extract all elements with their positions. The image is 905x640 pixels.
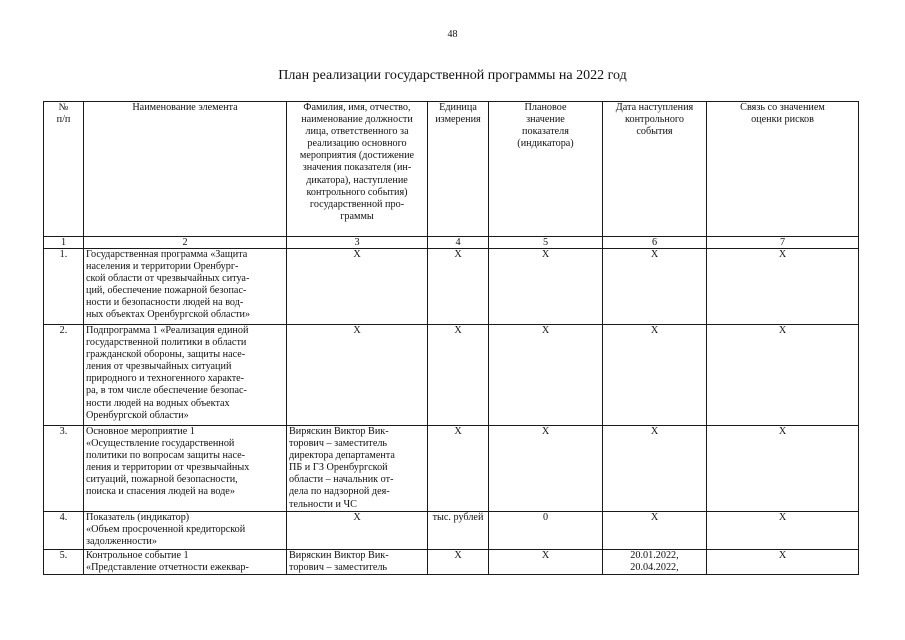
cell-line: п/п (56, 114, 71, 126)
element-name (84, 249, 287, 325)
column-index: 3 (287, 237, 428, 249)
cell-line: ситуаций, пожарной безопасности, (86, 474, 238, 486)
header-num (44, 102, 84, 237)
cell-line: значения показателя (ин- (302, 162, 412, 174)
column-index-row (44, 237, 859, 249)
row-number: 2. (44, 325, 84, 426)
planned-value: Х (489, 325, 603, 426)
cell-line: Контрольное событие 1 (86, 550, 189, 561)
cell-line: наименование должности (301, 114, 413, 126)
cell-line: гражданской обороны, защиты насе- (86, 349, 246, 361)
cell-line: ности и безопасности людей на вод- (86, 297, 244, 309)
cell-line: Х (353, 512, 361, 523)
cell-line: мероприятия (достижение (299, 150, 415, 162)
header-responsible (287, 102, 428, 237)
column-index: 4 (428, 237, 489, 249)
row-number: 5. (44, 550, 84, 575)
cell-line: дела по надзорной дея- (289, 486, 390, 498)
cell-line: граммы (340, 210, 374, 222)
event-date (603, 550, 707, 575)
event-date (603, 426, 707, 512)
risk-link: Х (707, 512, 859, 550)
unit: Х (428, 325, 489, 426)
header-risk-link (707, 102, 859, 237)
element-name (84, 512, 287, 550)
cell-line: лица, ответственного за (305, 126, 409, 138)
cell-line: ных объектах Оренбургской области» (86, 309, 251, 321)
cell-line: населения и территории Оренбург- (86, 261, 239, 273)
cell-line: значение (526, 114, 565, 126)
cell-line: Фамилия, имя, отчество, (303, 102, 411, 113)
cell-line: торович – заместитель (289, 438, 388, 450)
table-row (44, 325, 859, 426)
responsible-person (287, 550, 428, 575)
cell-line: Плановое (524, 102, 567, 113)
cell-line: измерения (435, 114, 481, 126)
cell-line: торович – заместитель (289, 562, 388, 574)
cell-line: ской области от чрезвычайных ситуа- (86, 273, 250, 285)
risk-link: Х (707, 550, 859, 575)
header-row (44, 102, 859, 237)
column-index: 1 (44, 237, 84, 249)
risk-link: Х (707, 426, 859, 512)
cell-line: Подпрограмма 1 «Реализация единой (86, 325, 249, 336)
cell-line: ПБ и ГЗ Оренбургской (289, 462, 388, 474)
cell-line: «Осуществление государственной (86, 438, 235, 450)
column-index: 6 (603, 237, 707, 249)
cell-line: 20.01.2022, (630, 550, 679, 561)
cell-line: Х (650, 249, 659, 260)
header-element-name (84, 102, 287, 237)
cell-line: природного и техногенного характе- (86, 373, 245, 385)
column-index: 2 (84, 237, 287, 249)
document-title: План реализации государственной программы на 2022 год (278, 68, 627, 83)
header-planned-value (489, 102, 603, 237)
unit: тыс. рублей (428, 512, 489, 550)
cell-line: тельности и ЧС (289, 498, 357, 510)
cell-line: ления и территории от чрезвычайных (86, 462, 250, 474)
row-number: 3. (44, 426, 84, 512)
cell-line: контрольного (625, 114, 684, 126)
cell-line: № (58, 102, 69, 113)
cell-line: поиска и спасения людей на воде» (86, 486, 235, 498)
unit: Х (428, 426, 489, 512)
plan-table (43, 101, 859, 575)
element-name (84, 325, 287, 426)
table-row (44, 426, 859, 512)
cell-line: государственной про- (309, 198, 405, 210)
risk-link: Х (707, 249, 859, 325)
planned-value: 0 (489, 512, 603, 550)
cell-line: Наименование элемента (132, 102, 238, 113)
cell-line: оценки рисков (751, 114, 814, 126)
cell-line: Х (353, 249, 361, 260)
element-name (84, 426, 287, 512)
page-number: 48 (447, 29, 458, 40)
cell-line: Показатель (индикатор) (86, 512, 190, 523)
cell-line: ности людей на водных объектах (86, 397, 230, 409)
event-date (603, 325, 707, 426)
responsible-person (287, 512, 428, 550)
header-unit (428, 102, 489, 237)
event-date (603, 512, 707, 550)
planned-value: Х (489, 550, 603, 575)
planned-value: Х (489, 426, 603, 512)
unit: Х (428, 550, 489, 575)
responsible-person (287, 249, 428, 325)
cell-line: директора департамента (289, 450, 395, 462)
cell-line: Х (650, 512, 659, 523)
cell-line: контрольного события) (306, 186, 408, 198)
cell-line: реализацию основного (307, 138, 407, 150)
cell-line: Единица (439, 102, 477, 113)
unit: Х (428, 249, 489, 325)
cell-line: Х (650, 426, 659, 437)
cell-line: 20.04.2022, (630, 562, 679, 574)
cell-line: политики по вопросам защиты насе- (86, 450, 246, 462)
column-index: 5 (489, 237, 603, 249)
table-row (44, 512, 859, 550)
cell-line: Х (353, 325, 361, 336)
cell-line: ций, обеспечение пожарной безопас- (86, 285, 247, 297)
cell-line: Виряскин Виктор Вик- (289, 426, 389, 437)
responsible-person (287, 426, 428, 512)
cell-line: (индикатора) (517, 138, 574, 150)
cell-line: Дата наступления (615, 102, 694, 113)
risk-link: Х (707, 325, 859, 426)
table-body (44, 249, 859, 575)
cell-line: задолженности» (86, 536, 157, 548)
table-row (44, 550, 859, 575)
row-number: 4. (44, 512, 84, 550)
responsible-person (287, 325, 428, 426)
cell-line: ления от чрезвычайных ситуаций (86, 361, 232, 373)
cell-line: «Объем просроченной кредиторской (86, 524, 246, 536)
cell-line: Связь со значением (740, 102, 825, 113)
cell-line: показателя (522, 126, 569, 138)
element-name (84, 550, 287, 575)
cell-line: «Представление отчетности ежеквар- (86, 562, 249, 574)
cell-line: события (636, 126, 673, 138)
table-header (44, 102, 859, 249)
cell-line: Государственная программа «Защита (86, 249, 248, 260)
table-row (44, 249, 859, 325)
cell-line: Х (650, 325, 659, 336)
cell-line: ра, в том числе обеспечение безопас- (86, 385, 247, 397)
cell-line: области – начальник от- (289, 474, 394, 486)
column-index: 7 (707, 237, 859, 249)
event-date (603, 249, 707, 325)
cell-line: дикатора), наступление (306, 174, 408, 186)
cell-line: Оренбургской области» (86, 409, 189, 421)
cell-line: государственной политики в области (86, 337, 247, 349)
cell-line: Основное мероприятие 1 (86, 426, 195, 437)
cell-line: Виряскин Виктор Вик- (289, 550, 389, 561)
planned-value: Х (489, 249, 603, 325)
header-event-date (603, 102, 707, 237)
row-number: 1. (44, 249, 84, 325)
